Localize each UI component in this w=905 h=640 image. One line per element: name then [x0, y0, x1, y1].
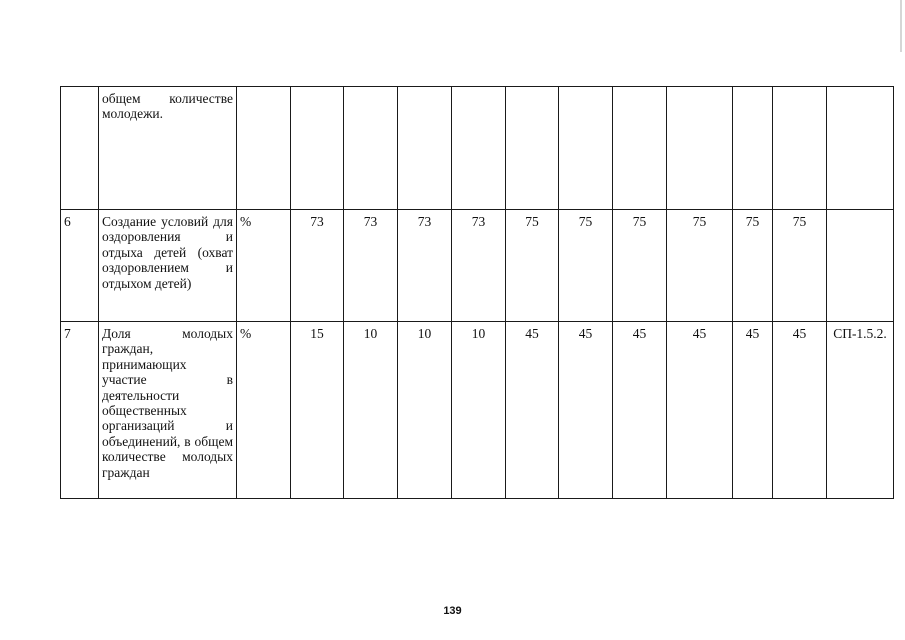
value-cell [291, 87, 344, 210]
row-code: СП-1.5.2. [827, 322, 894, 499]
row-index: 6 [61, 210, 99, 322]
row-index: 7 [61, 322, 99, 499]
value-cell: 45 [733, 322, 773, 499]
value-cell: 45 [773, 322, 827, 499]
value-cell [559, 87, 613, 210]
row-description: Создание условий для оздоровления и отдыха детей (охват оздоровлением и отдыхом детей) [99, 210, 237, 322]
value-cell [733, 87, 773, 210]
row-description: Доля молодых граждан, принимающих участие в деятельности общественных организаций и объединений, в общем количестве молодых граждан [99, 322, 237, 499]
table-row [61, 87, 894, 210]
value-cell: 75 [613, 210, 667, 322]
row-unit [237, 87, 291, 210]
row-unit: % [237, 210, 291, 322]
value-cell [344, 87, 398, 210]
row-code [827, 87, 894, 210]
value-cell: 73 [291, 210, 344, 322]
row-description: общем количестве молодежи. [99, 87, 237, 210]
value-cell: 73 [452, 210, 506, 322]
value-cell: 10 [344, 322, 398, 499]
value-cell [613, 87, 667, 210]
value-cell [398, 87, 452, 210]
value-cell: 75 [559, 210, 613, 322]
value-cell [506, 87, 559, 210]
row-unit: % [237, 322, 291, 499]
value-cell: 75 [773, 210, 827, 322]
value-cell [773, 87, 827, 210]
row-index [61, 87, 99, 210]
value-cell [452, 87, 506, 210]
table-row [61, 210, 894, 322]
value-cell [667, 87, 733, 210]
value-cell: 45 [667, 322, 733, 499]
value-cell: 45 [506, 322, 559, 499]
scan-edge-mark [900, 0, 902, 52]
page-number: 139 [443, 605, 462, 617]
value-cell: 73 [344, 210, 398, 322]
value-cell: 75 [667, 210, 733, 322]
value-cell: 75 [506, 210, 559, 322]
value-cell: 10 [452, 322, 506, 499]
value-cell: 45 [559, 322, 613, 499]
table-row [61, 322, 894, 499]
value-cell: 73 [398, 210, 452, 322]
value-cell: 10 [398, 322, 452, 499]
indicators-table [60, 86, 894, 499]
value-cell: 75 [733, 210, 773, 322]
value-cell: 15 [291, 322, 344, 499]
row-code [827, 210, 894, 322]
value-cell: 45 [613, 322, 667, 499]
